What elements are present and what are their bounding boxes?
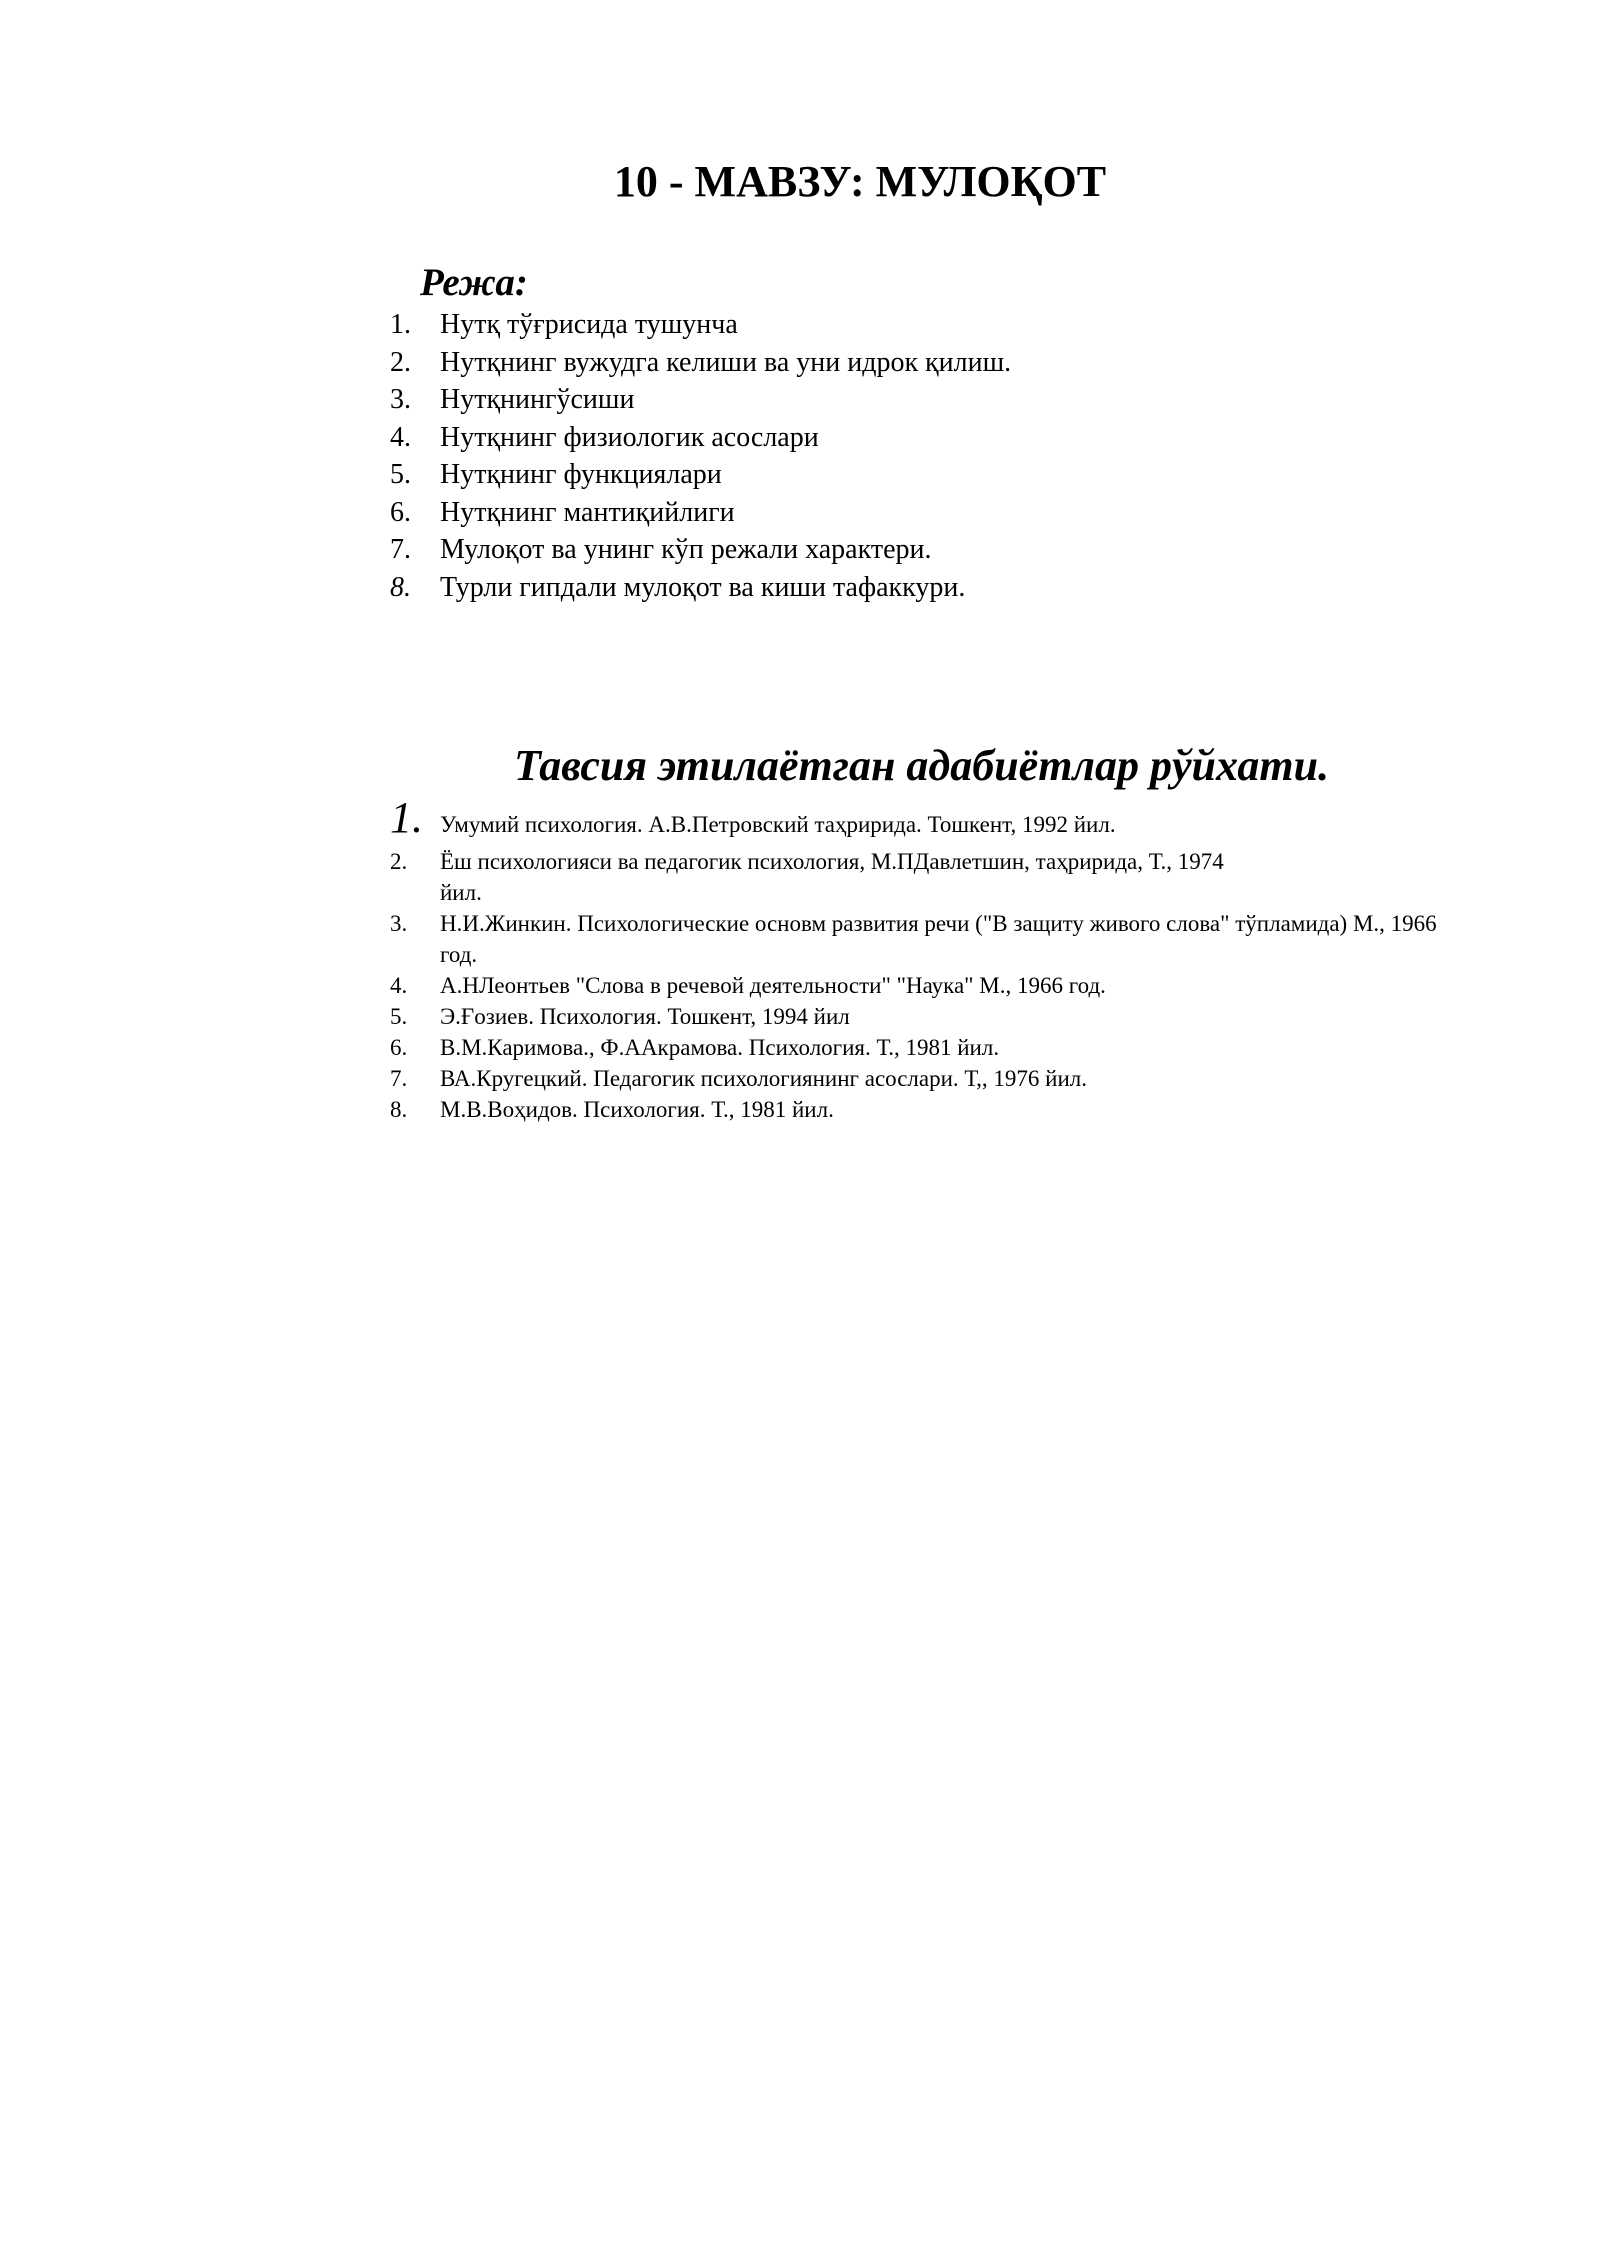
plan-item-text: Турли гипдали мулоқот ва киши тафаккури.	[440, 571, 966, 603]
literature-item-text: Н.И.Жинкин. Психологические основм развития речи ("В защиту живого слова" тўпламида) М., 1966 год.	[440, 911, 1437, 967]
plan-item-number: 2.	[390, 346, 411, 378]
literature-item-text: Э.Ғозиев. Психология. Тошкент, 1994 йил	[440, 1004, 850, 1029]
plan-item-number: 1.	[390, 309, 411, 340]
literature-item	[390, 793, 1440, 842]
page-title: 10 - МАВЗУ: МУЛОҚОТ	[613, 157, 1107, 206]
plan-item-text: Мулоқот ва унинг кўп режали характери.	[440, 534, 932, 565]
literature-item-number: 2.	[390, 849, 408, 874]
literature-item	[390, 1032, 1440, 1063]
literature-item-text: В.М.Каримова., Ф.ААкрамова. Психология. Т., 1981 йил.	[440, 1035, 1000, 1060]
literature-item-number: 3.	[390, 911, 408, 936]
plan-item-text: Нутқнинг физиологик асослари	[440, 421, 819, 453]
literature-item-text: Умумий психология. А.В.Петровский таҳририда. Тошкент, 1992 йил.	[440, 812, 1116, 837]
plan-item-number: 4.	[390, 421, 411, 453]
literature-list	[390, 793, 1440, 1125]
plan-item	[390, 531, 1011, 569]
literature-item	[390, 908, 1440, 970]
plan-item-number: 5.	[390, 459, 411, 490]
plan-item-number: 6.	[390, 496, 411, 528]
literature-item-number: 7.	[390, 1066, 408, 1091]
plan-item-text: Нутқ тўғрисида тушунча	[440, 309, 738, 340]
literature-item-text: А.НЛеонтьев "Слова в речевой деятельности" "Наука" М., 1966 год.	[440, 973, 1106, 998]
literature-item-text: ВА.Кругецкий. Педагогик психологиянинг асослари. Т,, 1976 йил.	[440, 1066, 1088, 1091]
plan-item	[390, 456, 1011, 494]
plan-item-number: 7.	[390, 534, 411, 565]
plan-item-number: 3.	[390, 384, 411, 415]
plan-list	[390, 306, 1011, 606]
plan-item	[390, 569, 1011, 607]
literature-item	[390, 1094, 1440, 1125]
literature-item-text: М.В.Воҳидов. Психология. Т., 1981 йил.	[440, 1097, 834, 1122]
plan-item-text: Нутқнинг вужудга келиши ва уни идрок қилиш.	[440, 346, 1012, 378]
plan-item-number: 8.	[390, 571, 411, 603]
plan-item	[390, 381, 1011, 419]
plan-item-text: Нутқнинг функциялари	[440, 459, 722, 490]
plan-item	[390, 419, 1011, 457]
literature-item-number: 1.	[390, 793, 423, 842]
literature-item	[390, 1001, 1440, 1032]
literature-item-number: 8.	[390, 1097, 408, 1122]
plan-item-text: Нутқнингўсиши	[440, 384, 635, 415]
literature-item-number: 6.	[390, 1035, 408, 1060]
literature-item-number: 5.	[390, 1004, 408, 1029]
literature-item	[390, 970, 1440, 1001]
literature-item-number: 4.	[390, 973, 408, 998]
plan-item	[390, 344, 1011, 382]
literature-item	[390, 846, 1440, 908]
literature-heading: Тавсия этилаётган адабиётлар рўйхати.	[514, 741, 1330, 790]
plan-item	[390, 494, 1011, 532]
literature-item-text: Ёш психологияси ва педагогик психология, М.ПДавлетшин, таҳририда, Т., 1974 йил.	[440, 849, 1224, 905]
plan-item	[390, 306, 1011, 344]
plan-item-text: Нутқнинг мантиқийлиги	[440, 496, 735, 528]
literature-item	[390, 1063, 1440, 1094]
plan-heading: Режа:	[420, 261, 528, 304]
